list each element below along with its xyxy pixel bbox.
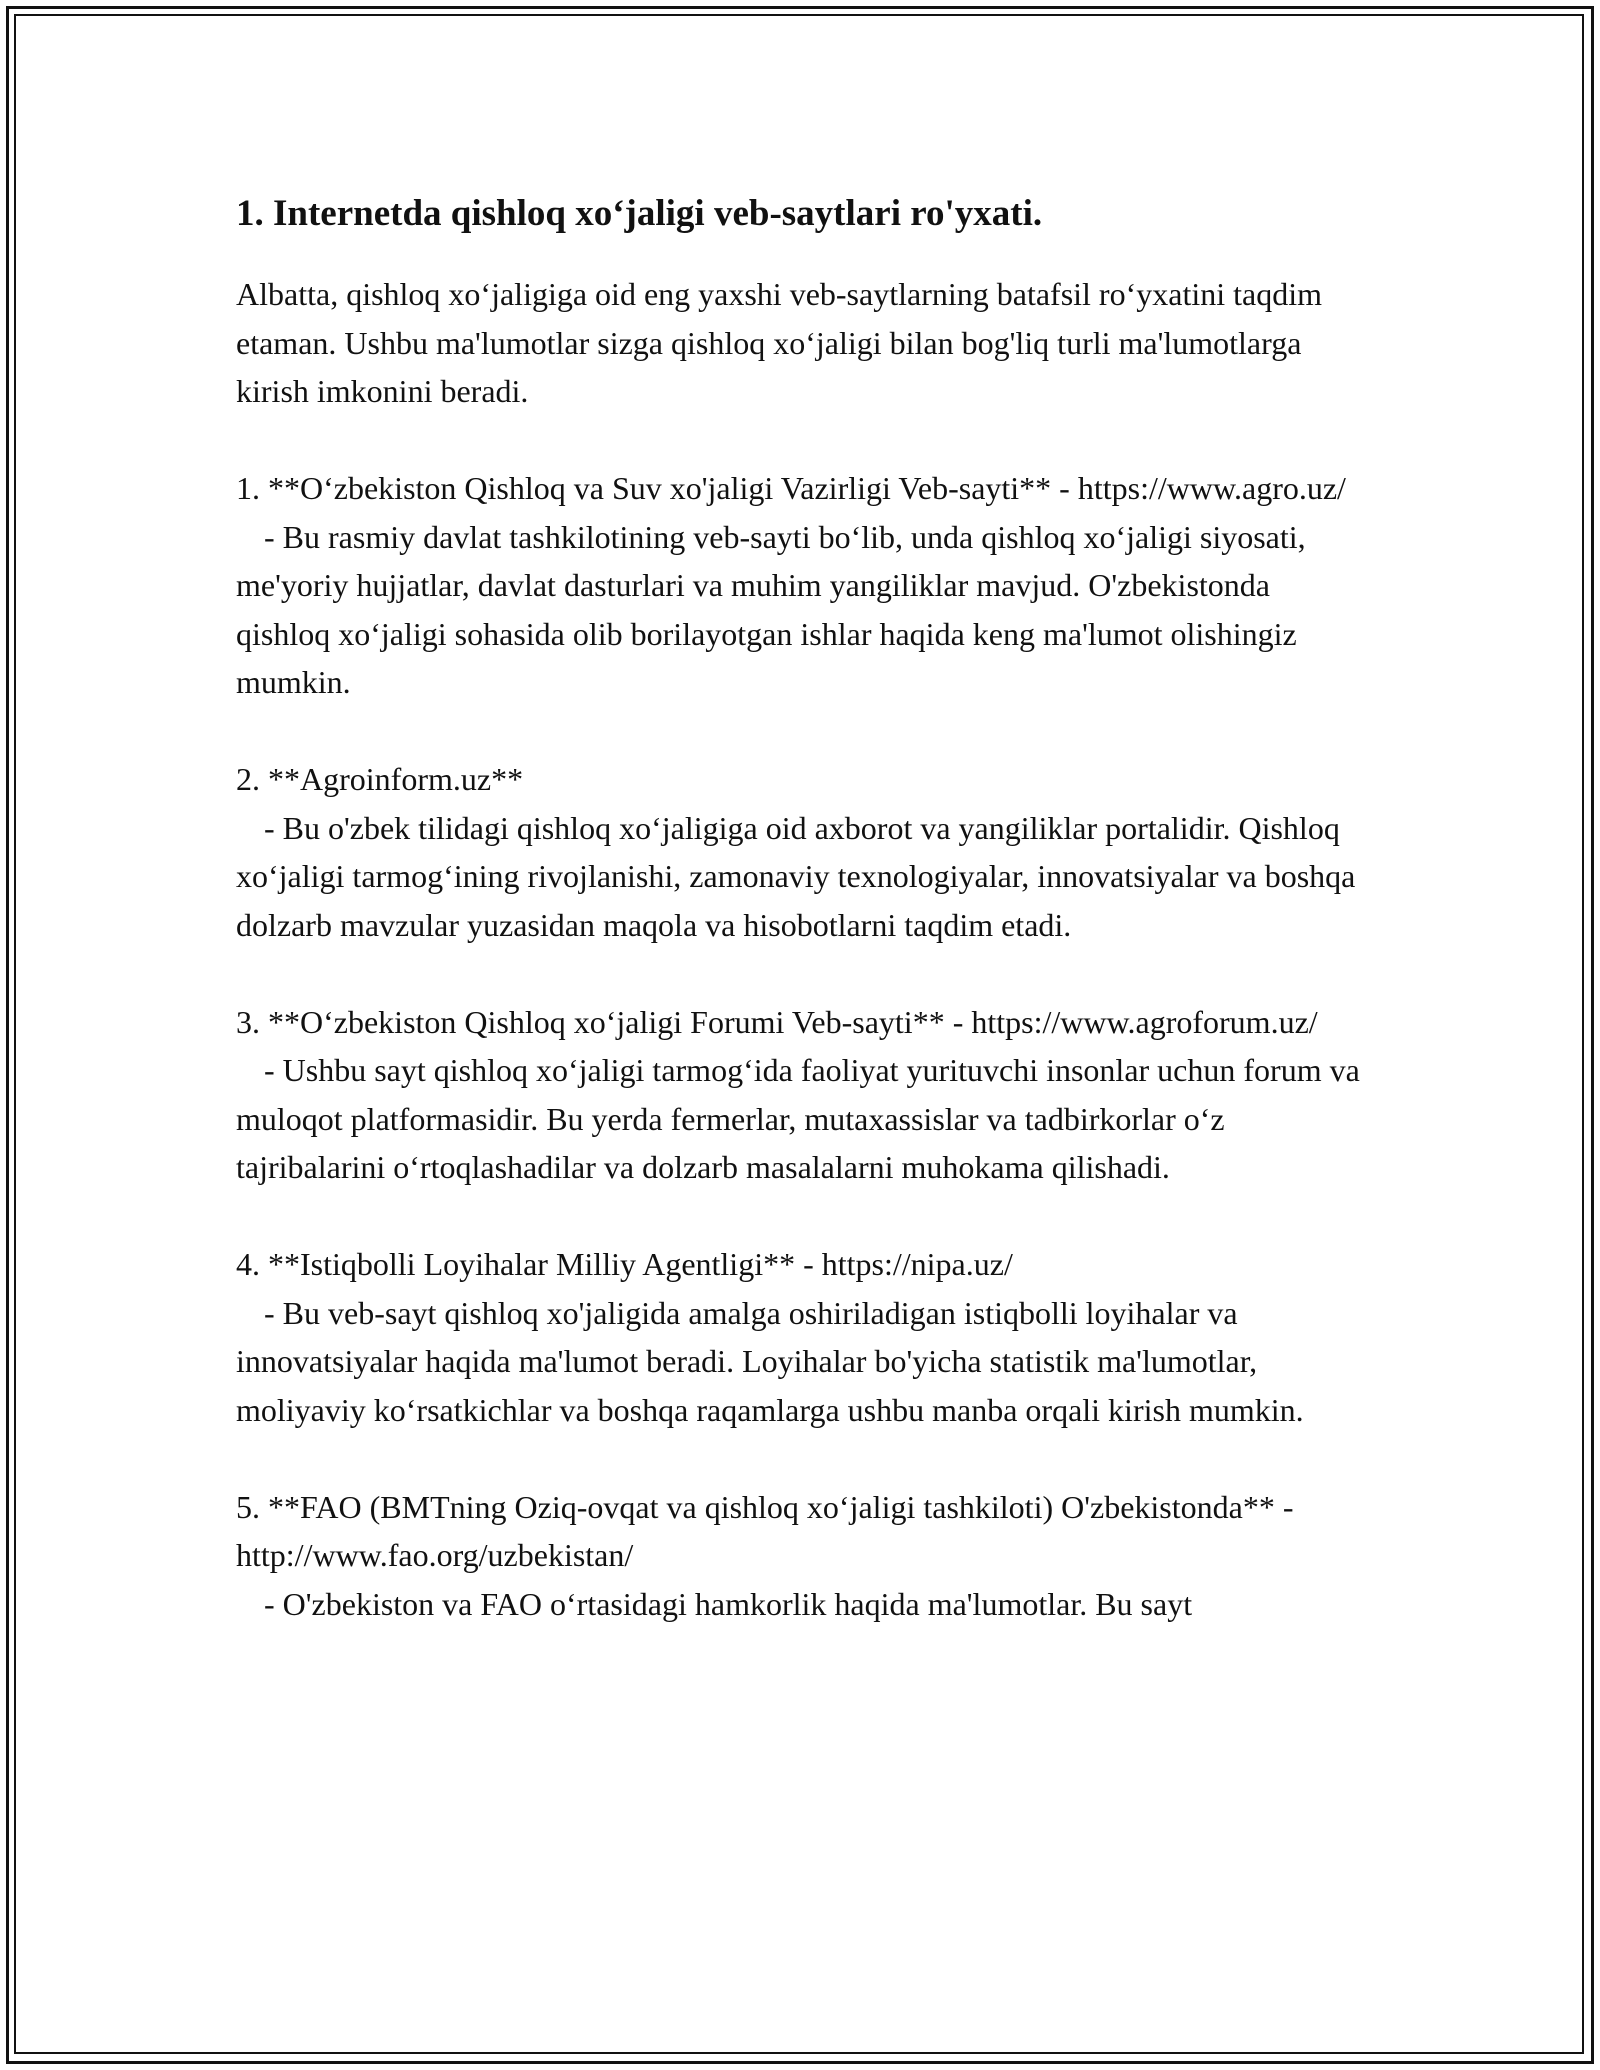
list-item: [236, 464, 1360, 707]
list-item-heading: 1. **O‘zbekiston Qishloq va Suv xo'jaligi Vazirligi Veb-sayti** - https://www.agro.uz/: [236, 470, 1346, 506]
list-item-heading: 3. **O‘zbekiston Qishloq xo‘jaligi Forumi Veb-sayti** - https://www.agroforum.uz/: [236, 1003, 1318, 1040]
intro-paragraph: Albatta, qishloq xo‘jaligiga oid eng yaxshi veb-saytlarning batafsil ro‘yxatini taqdim etaman. Ushbu ma'lumotlar sizga qishloq xo‘jaligi bilan bog'liq turli ma'lumotlarga kirish imkonini beradi.: [236, 276, 1322, 409]
list-item: [236, 1483, 1360, 1629]
list-item: [236, 1240, 1360, 1434]
list-item-description: - O'zbekiston va FAO o‘rtasidagi hamkorlik haqida ma'lumotlar. Bu sayt: [264, 1585, 1193, 1622]
list-item-description: - Ushbu sayt qishloq xo‘jaligi tarmog‘ida faoliyat yurituvchi insonlar uchun forum va muloqot platformasidir. Bu yerda fermerlar, mutaxassislar va tadbirkorlar o‘z tajribalarini o‘rtoqlashadilar va dolzarb masalalarni muhokama qilishadi.: [236, 1052, 1360, 1185]
list-item: [236, 755, 1360, 949]
list-item-description: - Bu o'zbek tilidagi qishloq xo‘jaligiga oid axborot va yangiliklar portalidir. Qishloq xo‘jaligi tarmog‘ining rivojlanishi, zamonaviy texnologiyalar, innovatsiyalar va boshqa dolzarb mavzular yuzasidan maqola va hisobotlarni taqdim etadi.: [236, 809, 1356, 943]
document-title: 1. Internetda qishloq xo‘jaligi veb-saytlari ro'yxati.: [236, 193, 1043, 234]
list-item-heading: 5. **FAO (BMTning Oziq-ovqat va qishloq xo‘jaligi tashkiloti) O'zbekistonda** - http://www.fao.org/uzbekistan/: [236, 1488, 1294, 1573]
list-item-description: - Bu rasmiy davlat tashkilotining veb-sayti bo‘lib, unda qishloq xo‘jaligi siyosati, me'yoriy hujjatlar, davlat dasturlari va muhim yangiliklar mavjud. O'zbekistonda qishloq xo‘jaligi sohasida olib borilayotgan ishlar haqida keng ma'lumot olishingiz mumkin.: [236, 518, 1306, 700]
list-item-heading: 2. **Agroinform.uz**: [236, 761, 524, 797]
list-item-heading: 4. **Istiqbolli Loyihalar Milliy Agentligi** - https://nipa.uz/: [236, 1246, 1013, 1282]
document-body: [236, 186, 1360, 1677]
list-item: [236, 998, 1360, 1192]
list-item-description: - Bu veb-sayt qishloq xo'jaligida amalga oshiriladigan istiqbolli loyihalar va innovatsiyalar haqida ma'lumot beradi. Loyihalar bo'yicha statistik ma'lumotlar, moliyaviy ko‘rsatkichlar va boshqa raqamlarga ushbu manba orqali kirish mumkin.: [236, 1294, 1304, 1428]
